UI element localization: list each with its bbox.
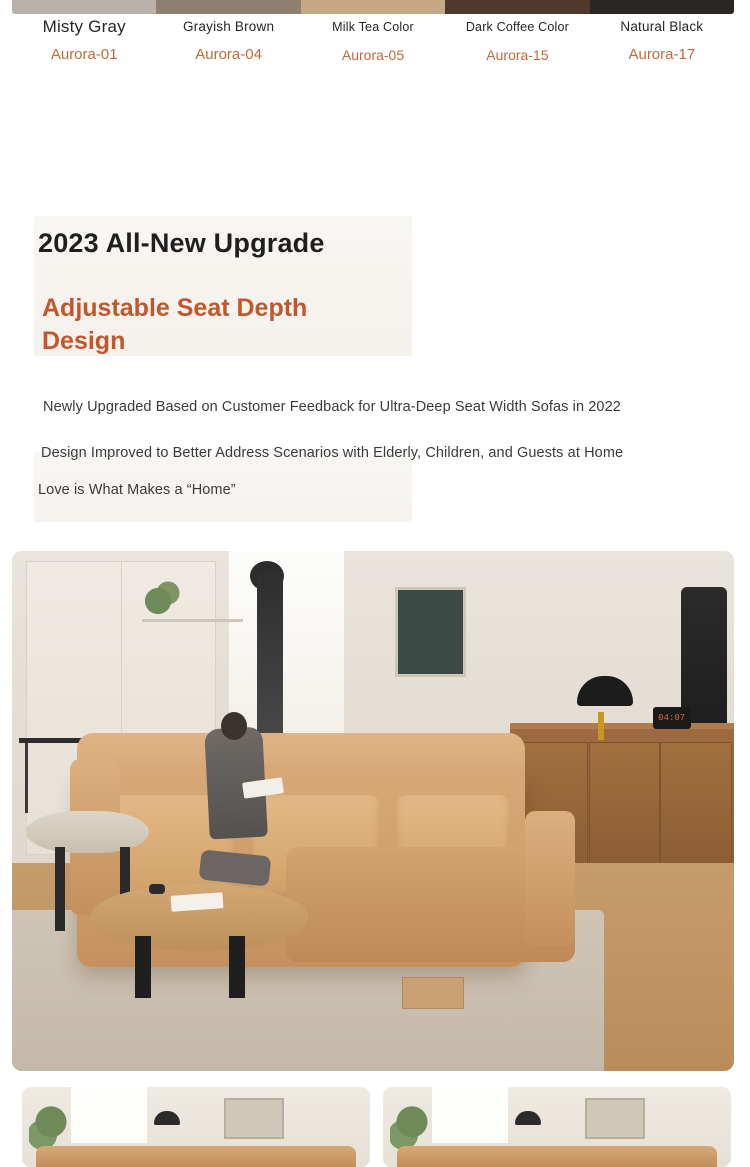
sofa-armrest [525, 811, 576, 946]
swatch-name: Milk Tea Color [332, 20, 414, 34]
coffee-cup [149, 884, 165, 894]
wall-art-frame [395, 587, 466, 676]
coffee-table-leg [229, 936, 245, 998]
color-swatch[interactable] [445, 0, 589, 14]
swatch-code: Aurora-04 [195, 46, 262, 63]
thumb-window [432, 1087, 509, 1143]
swatch-item[interactable] [590, 16, 734, 65]
cart-leg [25, 743, 28, 813]
swatch-item[interactable] [445, 16, 589, 65]
color-swatch[interactable] [12, 0, 156, 14]
thumb-wall-art [585, 1098, 645, 1139]
side-table-leg [55, 847, 65, 930]
thumb-wall-art [224, 1098, 284, 1139]
color-swatch-labels [12, 16, 734, 65]
thumb-window [71, 1087, 148, 1143]
thumb-sofa [397, 1146, 717, 1167]
color-swatch-strip [12, 0, 734, 14]
swatch-code: Aurora-15 [486, 47, 549, 63]
table-lamp-stem [598, 712, 604, 740]
coffee-table-leg [135, 936, 151, 998]
swatch-code: Aurora-01 [50, 46, 118, 63]
thumb-sofa [36, 1146, 356, 1167]
pedestal [257, 572, 283, 749]
section-title: 2023 All-New Upgrade [38, 228, 325, 258]
swatch-item[interactable] [12, 16, 156, 65]
thumbnail-image-right[interactable] [383, 1087, 731, 1167]
swatch-code: Aurora-05 [341, 47, 405, 63]
hero-scene [12, 551, 734, 1071]
swatch-name: Dark Coffee Color [465, 20, 570, 34]
color-swatch[interactable] [156, 0, 300, 14]
digital-clock [653, 707, 691, 729]
swatch-name: Natural Black [620, 19, 704, 34]
round-side-table [26, 811, 149, 853]
swatch-item[interactable] [301, 16, 445, 65]
hero-image [12, 551, 734, 1071]
clock-time: 04:07 [658, 713, 686, 723]
feature-text-1: Newly Upgraded Based on Customer Feedback for Ultra-Deep Seat Width Sofas in 2022 [43, 399, 621, 415]
section-subtitle: Adjustable Seat Depth Design [42, 294, 308, 355]
color-swatch[interactable] [301, 0, 445, 14]
plant-decor [142, 577, 182, 617]
floor-storage-box [402, 977, 464, 1009]
swatch-code: Aurora-17 [628, 46, 696, 63]
feature-text-2: Design Improved to Better Address Scenarios with Elderly, Children, and Guests at Home [41, 445, 624, 461]
thumbnail-image-left[interactable] [22, 1087, 370, 1167]
swatch-item[interactable] [156, 16, 300, 65]
feature-text-3: Love is What Makes a “Home” [38, 482, 236, 498]
swatch-name: Misty Gray [42, 17, 126, 36]
swatch-name: Grayish Brown [183, 19, 275, 34]
color-swatch[interactable] [590, 0, 734, 14]
wall-shelf [142, 619, 243, 622]
